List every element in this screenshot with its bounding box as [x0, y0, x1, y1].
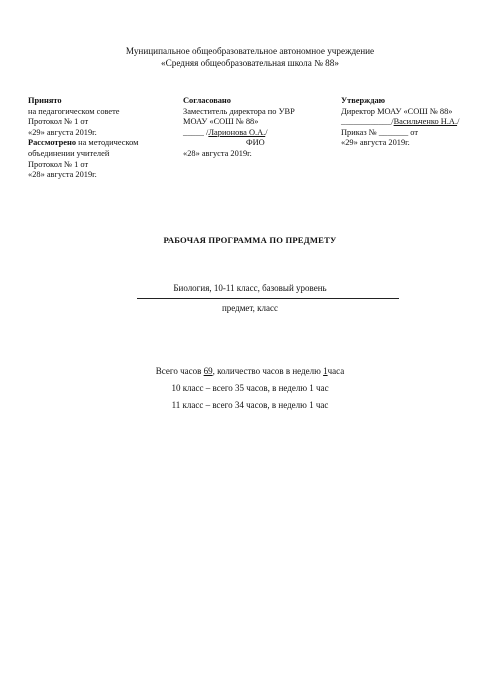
approved-order: Приказ № _______ от [341, 127, 419, 137]
approved-position: Директор МОАУ «СОШ № 88» [341, 106, 453, 116]
considered-line [28, 138, 138, 149]
subject-caption: предмет, класс [221, 303, 279, 313]
fio-caption: ФИО [246, 138, 265, 148]
document-title: РАБОЧАЯ ПРОГРАММА ПО ПРЕДМЕТУ [163, 235, 337, 245]
school-name-line: «Средняя общеобразовательная школа № 88» [161, 58, 339, 68]
total-hours-prefix: Всего часов [155, 366, 204, 376]
grade-11-hours: 11 класс – всего 34 часов, в неделю 1 час [171, 400, 329, 410]
accepted-date: «29» августа 2019г. [28, 127, 97, 137]
accepted-heading: Принято [28, 96, 62, 105]
agreed-signature-line [183, 128, 295, 139]
agreed-heading: Согласовано [183, 96, 231, 105]
agreed-school: МОАУ «СОШ № 88» [183, 117, 259, 127]
grade-10-hours: 10 класс – всего 35 часов, в неделю 1 час [171, 383, 329, 393]
approved-signature-blank: ____________/ [341, 117, 394, 127]
approved-heading: Утверждаю [341, 96, 386, 105]
org-name-line: Муниципальное общеобразовательное автономное учреждение [125, 46, 375, 56]
accepted-protocol: Протокол № 1 от [28, 117, 89, 127]
agreed-date: «28» августа 2019г. [183, 148, 252, 158]
accepted-line: на педагогическом совете [28, 106, 120, 116]
considered-date: «28» августа 2019г. [28, 170, 97, 180]
agreed-block [183, 96, 295, 160]
subject-underline [137, 298, 399, 299]
agreed-signature-slash: / [265, 127, 268, 137]
agreed-position: Заместитель директора по УВР [183, 106, 295, 116]
considered-heading: Рассмотрено [28, 138, 77, 148]
hours-block [0, 363, 500, 414]
approved-date: «29» августа 2019г. [341, 138, 410, 148]
weekly-hours-value: 1 [323, 366, 328, 376]
approved-signer-name: Васильченко Н.А. [393, 117, 458, 127]
organization-header [0, 45, 500, 69]
weekly-hours-mid: , количество часов в неделю [212, 366, 324, 376]
total-hours-line [0, 363, 500, 380]
approved-signature-line [341, 117, 459, 128]
considered-protocol: Протокол № 1 от [28, 159, 89, 169]
approved-signature-slash: / [457, 117, 460, 127]
approved-block [341, 96, 459, 149]
subject-value: Биология, 10-11 класс, базовый уровень [173, 283, 327, 293]
weekly-hours-suffix: часа [327, 366, 345, 376]
agreed-signer-name: Ларионова О.А. [208, 127, 266, 137]
agreed-signature-blank: _____ / [183, 127, 209, 137]
total-hours-value: 69 [203, 366, 213, 376]
accepted-block [28, 96, 138, 181]
considered-association: объединении учителей [28, 148, 110, 158]
considered-rest: на методическом [76, 138, 139, 148]
